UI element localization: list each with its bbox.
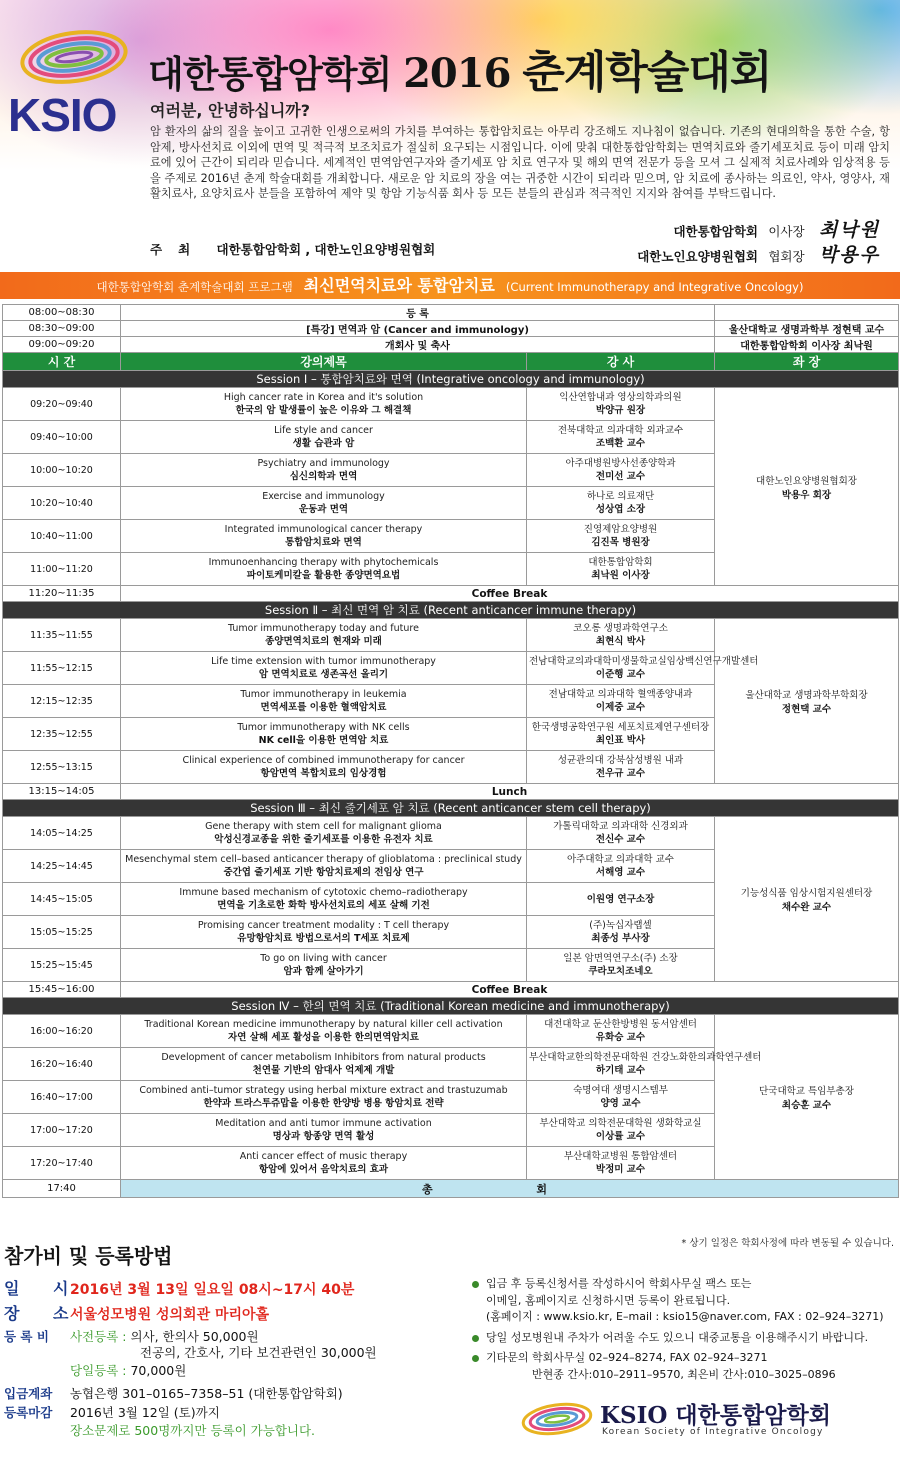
bullet3-line2: 반현종 간사:010–2911–9570, 최은비 간사:010–3025–0896: [532, 1367, 836, 1381]
time-cell: 10:40~11:00: [3, 520, 121, 553]
lecture-title-ko: 종양면역치료의 현재와 미래: [265, 635, 382, 647]
registration-title: 참가비 및 등록방법: [4, 1244, 173, 1268]
speaker-name: 유화승 교수: [595, 1031, 646, 1043]
speaker-name: 최낙원 이사장: [591, 569, 650, 581]
speaker-affiliation: 전남대학교 의과대학 혈액종양내과: [548, 688, 693, 700]
bullet1-line3: (홈페이지 : www.ksio.kr, E–mail : ksio15@naver.com, FAX : 02–924–3271): [486, 1310, 884, 1323]
header-speaker: 강 사: [527, 353, 715, 371]
time-cell: 15:45~16:00: [3, 982, 121, 998]
lecture-title-ko: 파이토케미칼을 활용한 종양면역요법: [246, 569, 401, 581]
break-row: [3, 586, 899, 602]
lecture-title-ko: 자연 살해 세포 활성을 이용한 한의면역암치료: [228, 1031, 419, 1043]
speaker-affiliation: 부산대학교 의학전문대학원 생화학교실: [539, 1117, 702, 1129]
reg-date: [4, 1276, 354, 1299]
pre-row: [3, 337, 899, 353]
chair-org: 기능성식품 임상시험지원센터장: [740, 888, 873, 899]
host-label: 주최: [150, 242, 207, 257]
lecture-title-en: Clinical experience of combined immunotherapy for cancer: [182, 754, 465, 766]
program-banner: [0, 272, 900, 299]
lecture-title-cell: [121, 1081, 527, 1114]
sign2-name: 박용우: [818, 244, 880, 266]
lecture-title-cell: [121, 685, 527, 718]
speaker-name: 이제중 교수: [595, 701, 646, 713]
session-title: Session Ⅳ – 한의 면역 치료 (Traditional Korean medicine and immunotherapy): [3, 998, 899, 1015]
reg-pre-label: 사전등록 :: [69, 1329, 127, 1344]
bullet3-line1: 기타문의 학회사무실 02–924–8274, FAX 02–924–3271: [486, 1351, 768, 1364]
chair-org: 단국대학교 특임부총장: [759, 1086, 854, 1097]
lecture-title-ko: 심신의학과 면역: [289, 470, 358, 482]
bullet1-line1: 입금 후 등록신청서를 작성하시어 학회사무실 팩스 또는: [486, 1277, 752, 1290]
speaker-affiliation: (주)녹십자랩셀: [589, 919, 652, 931]
time-cell: 09:00~09:20: [3, 337, 121, 353]
lecture-title-cell: [121, 817, 527, 850]
speaker-cell: [527, 652, 759, 685]
speaker-name: 최현식 박사: [595, 635, 646, 647]
lecture-title-ko: 악성신경교종을 위한 줄기세포를 이용한 유전자 치료: [214, 833, 433, 845]
lecture-title-ko: 명상과 항종양 면역 활성: [272, 1130, 375, 1142]
greeting: 여러분, 안녕하십니까?: [150, 101, 311, 120]
reg-date-value: 2016년 3월 13일 일요일 08시~17시 40분: [69, 1282, 355, 1298]
lecture-title-en: Life style and cancer: [274, 424, 373, 436]
time-cell: 16:00~16:20: [3, 1015, 121, 1048]
speaker-name: 이준행 교수: [595, 668, 646, 680]
chair-cell: 대한통합암학회 이사장 최낙원: [715, 337, 899, 353]
lecture-title-en: Meditation and anti tumor immune activation: [215, 1117, 432, 1129]
lecture-title-en: High cancer rate in Korea and it's solution: [223, 391, 424, 403]
lecture-title-ko: NK cell을 이용한 면역암 치료: [258, 734, 389, 746]
speaker-cell: [527, 718, 715, 751]
reg-deadline-value: 2016년 3월 12일 (토)까지: [69, 1405, 220, 1420]
closing-row: [3, 1180, 899, 1198]
speaker-cell: [527, 1147, 715, 1180]
chair-name: 채수완 교수: [781, 902, 832, 913]
main-title: [148, 36, 771, 100]
reg-pre-line1: 의사, 한의사 50,000원: [130, 1329, 259, 1344]
header-time: 시 간: [3, 353, 121, 371]
break-label: Coffee Break: [121, 586, 899, 602]
lecture-title-en: Tumor immunotherapy today and future: [228, 622, 419, 634]
pre-content-cell: [특강] 면역과 암 (Cancer and immunology): [121, 321, 715, 337]
schedule-note: * 상기 일정은 학회사정에 따라 변동될 수 있습니다.: [681, 1238, 894, 1249]
speaker-affiliation: 가톨릭대학교 의과대학 신경외과: [553, 820, 688, 832]
session-chair-cell: [715, 1015, 899, 1180]
talk-row: [3, 619, 899, 652]
lecture-title-cell: [121, 1048, 527, 1081]
speaker-affiliation: 대전대학교 둔산한방병원 동서암센터: [544, 1018, 697, 1030]
break-row: [3, 784, 899, 800]
bullet-contact: [472, 1350, 892, 1367]
title-event: 춘계학술대회: [522, 47, 772, 98]
banner-english: (Current Immunotherapy and Integrative Oncology): [505, 280, 804, 294]
lecture-title-cell: [121, 421, 527, 454]
header-chair: 좌 장: [715, 353, 899, 371]
time-cell: 09:20~09:40: [3, 388, 121, 421]
schedule-table: [2, 304, 899, 1198]
speaker-name: 전미선 교수: [595, 470, 646, 482]
speaker-cell: [527, 421, 715, 454]
lecture-title-en: Integrated immunological cancer therapy: [224, 523, 423, 535]
session-header-row: [3, 602, 899, 619]
reg-account: [4, 1384, 343, 1402]
ksio-footer-logo-icon: [518, 1399, 596, 1439]
reg-onsite-value: 70,000원: [130, 1363, 187, 1378]
speaker-affiliation: 부산대학교한의학전문대학원 건강노화한의과학연구센터: [529, 1051, 762, 1063]
lecture-title-en: To go on living with cancer: [260, 952, 387, 964]
speaker-name: 양영 교수: [600, 1097, 641, 1109]
session-chair-cell: [715, 817, 899, 982]
sign1-role: 이사장: [768, 224, 805, 239]
lecture-title-en: Immune based mechanism of cytotoxic chemo–radiotherapy: [179, 886, 468, 898]
lecture-title-cell: [121, 1015, 527, 1048]
time-cell: 14:05~14:25: [3, 817, 121, 850]
info-bullets: [472, 1276, 892, 1383]
pre-content-cell: 개회사 및 축사: [121, 337, 715, 353]
speaker-name: 쿠라모치조네오: [588, 965, 653, 977]
lecture-title-en: Mesenchymal stem cell–based anticancer therapy of glioblatoma : preclinical study: [125, 853, 522, 865]
pre-content-cell: 등 록: [121, 305, 715, 321]
lecture-title-cell: [121, 652, 527, 685]
speaker-affiliation: 전북대학교 의과대학 외과교수: [557, 424, 684, 436]
reg-pre-line2: 전공의, 간호사, 기타 보건관련인 30,000원: [140, 1345, 377, 1360]
time-cell: 11:00~11:20: [3, 553, 121, 586]
reg-place-label: 장 소: [4, 1304, 83, 1323]
lecture-title-ko: 운동과 면역: [298, 503, 349, 515]
time-cell: 10:20~10:40: [3, 487, 121, 520]
time-cell: 12:35~12:55: [3, 718, 121, 751]
table-header-row: [3, 353, 899, 371]
lecture-title-en: Gene therapy with stem cell for malignant glioma: [205, 820, 442, 832]
lecture-title-cell: [121, 751, 527, 784]
lecture-title-ko: 항암에 있어서 음악치료의 효과: [258, 1163, 389, 1175]
session-title: Session Ⅰ – 통합암치료와 면역 (Integrative oncology and immunology): [3, 371, 899, 388]
time-cell: 14:25~14:45: [3, 850, 121, 883]
speaker-cell: [527, 1114, 715, 1147]
session-header-row: [3, 371, 899, 388]
chair-cell: 울산대학교 생명과학부 정현택 교수: [715, 321, 899, 337]
break-row: [3, 982, 899, 998]
speaker-name: 전우규 교수: [595, 767, 646, 779]
lecture-title-ko: 통합암치료와 면역: [285, 536, 362, 548]
chair-cell: [715, 305, 899, 321]
bullet-dot-icon: [472, 1355, 479, 1362]
chair-org: 대한노인요양병원협회장: [756, 475, 857, 487]
time-cell: 12:15~12:35: [3, 685, 121, 718]
time-cell: 11:55~12:15: [3, 652, 121, 685]
speaker-name: 최종성 부사장: [591, 932, 650, 944]
time-cell: 09:40~10:00: [3, 421, 121, 454]
chair-name: 박용우 회장: [781, 489, 832, 501]
speaker-cell: [527, 1015, 715, 1048]
lecture-title-en: Immunoenhancing therapy with phytochemicals: [208, 556, 439, 568]
break-label: Lunch: [121, 784, 899, 800]
chair-org: 울산대학교 생명과학부학회장: [745, 690, 868, 701]
time-cell: 12:55~13:15: [3, 751, 121, 784]
speaker-cell: [527, 883, 715, 916]
chair-name: 최승훈 교수: [781, 1100, 832, 1111]
lecture-title-ko: 한국의 암 발생률이 높은 이유와 그 해결책: [235, 404, 412, 416]
speaker-affiliation: 아주대학교 의과대학 교수: [567, 853, 674, 865]
lecture-title-cell: [121, 520, 527, 553]
ksio-logo-text: KSIO: [8, 89, 117, 141]
speaker-affiliation: 진영제암요양병원: [583, 523, 658, 535]
sign1-org: 대한통합암학회: [673, 224, 758, 239]
lecture-title-ko: 암 면역치료로 생존곡선 올리기: [258, 668, 389, 680]
speaker-name: 전신수 교수: [595, 833, 646, 845]
speaker-cell: [527, 454, 715, 487]
lecture-title-cell: [121, 553, 527, 586]
speaker-affiliation: 하나로 의료재단: [586, 490, 655, 502]
session-header-row: [3, 800, 899, 817]
pre-row: [3, 321, 899, 337]
reg-date-label: 일 시: [4, 1279, 83, 1298]
speaker-name: 조백환 교수: [595, 437, 646, 449]
lecture-title-cell: [121, 487, 527, 520]
speaker-affiliation: 한국생명공학연구원 세포치료제연구센터장: [531, 721, 710, 733]
speaker-cell: [527, 1048, 762, 1081]
speaker-name: 박정미 교수: [595, 1163, 646, 1175]
lecture-title-cell: [121, 1147, 527, 1180]
speaker-cell: [527, 487, 715, 520]
reg-account-value: 농협은행 301–0165–7358–51 (대한통합암학회): [69, 1386, 343, 1401]
break-label: Coffee Break: [121, 982, 899, 998]
footer-org-english: Korean Society of Integrative Oncology: [602, 1427, 824, 1437]
time-cell: 14:45~15:05: [3, 883, 121, 916]
lecture-title-ko: 천연물 기반의 암대사 억제제 개발: [252, 1064, 395, 1076]
speaker-cell: [527, 553, 715, 586]
time-cell: 16:40~17:00: [3, 1081, 121, 1114]
lecture-title-cell: [121, 1114, 527, 1147]
host-line: [150, 240, 435, 258]
lecture-title-cell: [121, 454, 527, 487]
speaker-affiliation: 숙명여대 생명시스템부: [573, 1084, 668, 1096]
lecture-title-en: Promising cancer treatment modality : T cell therapy: [197, 919, 450, 931]
session-title: Session Ⅲ – 최신 줄기세포 암 치료 (Recent anticancer stem cell therapy): [3, 800, 899, 817]
speaker-affiliation: 코오롱 생명과학연구소: [573, 622, 668, 634]
host-value: 대한통합암학회 , 대한노인요양병원협회: [216, 242, 436, 257]
footer-logo: [518, 1395, 898, 1445]
speaker-name: 박양규 원장: [595, 404, 646, 416]
time-cell: 11:20~11:35: [3, 586, 121, 602]
lecture-title-en: Psychiatry and immunology: [257, 457, 390, 469]
reg-place-value: 서울성모병원 성의회관 마리아홀: [69, 1307, 270, 1323]
speaker-affiliation: 성균관의대 강북삼성병원 내과: [557, 754, 684, 766]
header-title: 강의제목: [121, 353, 527, 371]
time-cell: 17:00~17:20: [3, 1114, 121, 1147]
speaker-cell: [527, 520, 715, 553]
sign2-org: 대한노인요양병원협회: [637, 249, 758, 264]
time-cell: 17:20~17:40: [3, 1147, 121, 1180]
time-cell: 17:40: [3, 1180, 121, 1198]
talk-row: [3, 817, 899, 850]
chair-name: 정현택 교수: [781, 704, 832, 715]
speaker-name: 최인표 박사: [595, 734, 646, 746]
lecture-title-en: Combined anti–tumor strategy using herbal mixture extract and trastuzumab: [139, 1084, 508, 1096]
speaker-cell: [527, 817, 715, 850]
time-cell: 08:00~08:30: [3, 305, 121, 321]
reg-account-label: 입금계좌: [4, 1386, 53, 1401]
title-year: 2016: [403, 50, 511, 97]
reg-onsite: [70, 1361, 186, 1379]
header: [0, 0, 900, 268]
bullet-registration: [472, 1276, 892, 1293]
lecture-title-ko: 생활 습관과 암: [292, 437, 355, 449]
speaker-name: 김진목 병원장: [591, 536, 650, 548]
lecture-title-ko: 중간엽 줄기세포 기반 항암치료제의 전임상 연구: [223, 866, 424, 878]
time-cell: 08:30~09:00: [3, 321, 121, 337]
speaker-cell: [527, 751, 715, 784]
lecture-title-en: Anti cancer effect of music therapy: [239, 1150, 408, 1162]
lecture-title-cell: [121, 883, 527, 916]
reg-deadline-label: 등록마감: [4, 1405, 53, 1420]
speaker-name: 성상엽 소장: [595, 503, 646, 515]
bullet-dot-icon: [472, 1335, 479, 1342]
time-cell: 13:15~14:05: [3, 784, 121, 800]
reg-onsite-label: 당일등록 :: [70, 1363, 127, 1378]
bullet2-text: 당일 성모병원내 주차가 어려울 수도 있으니 대중교통을 이용해주시기 바랍니다.: [486, 1330, 869, 1344]
time-cell: 15:25~15:45: [3, 949, 121, 982]
lecture-title-en: Tumor immunotherapy in leukemia: [240, 688, 407, 700]
ksio-logo-icon: [14, 22, 134, 92]
lecture-title-en: Development of cancer metabolism Inhibitors from natural products: [161, 1051, 486, 1063]
reg-fee-label: 등 록 비: [4, 1329, 49, 1344]
lecture-title-ko: 유망항암치료 방법으로서의 T세포 치료제: [237, 932, 410, 944]
speaker-affiliation: 아주대병원방사선종양학과: [565, 457, 676, 469]
lecture-title-cell: [121, 388, 527, 421]
intro-paragraph: 암 환자의 삶의 질을 높이고 고귀한 인생으로써의 가치를 부여하는 통합암치료는 아무리 강조해도 지나침이 없습니다. 기존의 현대의학을 통한 수술, 항암제, 방사선치료 이외에 면역 및 적극적 보조치료가 절실히 요구되는 시점입니다. 이에 맞춰 대한통합암학회는 면역치료와 줄기세포치료 등이 미래 암치료에 있어 근간이 되리라 믿습니다. 세계적인 면역암연구자와 줄기세포 암 치료 연구자 및 해외 면역 전문가 등을 모셔 그 실제적 치료사례와 임상적용 등을 주제로 2016년 춘계 학술대회를 개최합니다. 새로운 암 치료의 장을 여는 귀중한 시간이 되리라 믿으며, 암 치료에 종사하는 의료인, 약사, 영양사, 재활치료사, 요양치료사 분들을 포함하여 제약 및 항암 기능식품 회사 등 모든 분들의 관심과 적극적인 지지와 참여를 부탁드립니다.: [150, 125, 890, 201]
banner-title: 최신면역치료와 통합암치료: [303, 276, 495, 295]
lecture-title-en: Exercise and immunology: [262, 490, 385, 502]
sign1-name: 최낙원: [818, 219, 880, 241]
time-cell: 10:00~10:20: [3, 454, 121, 487]
speaker-cell: [527, 916, 715, 949]
speaker-cell: [527, 388, 715, 421]
speaker-affiliation: 부산대학교병원 통합암센터: [563, 1150, 678, 1162]
footer-org-name: KSIO 대한통합암학회: [600, 1402, 831, 1429]
lecture-title-en: Life time extension with tumor immunotherapy: [211, 655, 436, 667]
closing-label: 총 회: [121, 1180, 899, 1198]
speaker-affiliation: 익산연합내과 영상의학과의원: [559, 391, 682, 403]
time-cell: 11:35~11:55: [3, 619, 121, 652]
speaker-cell: [527, 685, 715, 718]
pre-row: [3, 305, 899, 321]
speaker-affiliation: 전남대학교의과대학미생물학교실임상백신연구개발센터: [529, 655, 759, 667]
signature-chairman: [673, 215, 880, 242]
banner-prefix: 대한통합암학회 춘계학술대회 프로그램: [96, 280, 293, 294]
session-header-row: [3, 998, 899, 1015]
speaker-affiliation: 대한통합암학회: [588, 556, 653, 568]
speaker-affiliation: 일본 암면역연구소(주) 소장: [563, 952, 678, 964]
speaker-name: 하기태 교수: [595, 1064, 646, 1076]
talk-row: [3, 1015, 899, 1048]
lecture-title-en: Traditional Korean medicine immunotherapy by natural killer cell activation: [144, 1018, 503, 1030]
lecture-title-ko: 한약과 트라스투쥬맙을 이용한 한양방 병용 항암치료 전략: [203, 1097, 444, 1109]
speaker-name: 서해영 교수: [595, 866, 646, 878]
speaker-cell: [527, 1081, 715, 1114]
lecture-title-ko: 면역을 기초로한 화학 방사선치료의 세포 살해 기전: [217, 899, 430, 911]
session-title: Session Ⅱ – 최신 면역 암 치료 (Recent anticancer immune therapy): [3, 602, 899, 619]
speaker-cell: [527, 619, 715, 652]
lecture-title-ko: 암과 함께 살아가기: [283, 965, 364, 977]
lecture-title-cell: [121, 619, 527, 652]
reg-capacity-note: 장소문제로 500명까지만 등록이 가능합니다.: [70, 1423, 316, 1438]
title-org: 대한통합암학회: [148, 53, 392, 96]
talk-row: [3, 388, 899, 421]
speaker-name: 이상률 교수: [595, 1130, 646, 1142]
bullet-parking: [472, 1330, 892, 1347]
bullet-dot-icon: [472, 1281, 479, 1288]
lecture-title-ko: 항암면역 복합치료의 임상경험: [260, 767, 387, 779]
lecture-title-cell: [121, 850, 527, 883]
time-cell: 15:05~15:25: [3, 916, 121, 949]
lecture-title-cell: [121, 718, 527, 751]
session-chair-cell: [715, 388, 899, 586]
lecture-title-en: Tumor immunotherapy with NK cells: [237, 721, 410, 733]
sign2-role: 협회장: [768, 249, 805, 264]
session-chair-cell: [715, 619, 899, 784]
speaker-cell: [527, 850, 715, 883]
speaker-name: 이원영 연구소장: [586, 893, 655, 905]
signature-president: [637, 240, 880, 267]
lecture-title-ko: 면역세포를 이용한 혈액암치료: [260, 701, 387, 713]
lecture-title-cell: [121, 949, 527, 982]
time-cell: 16:20~16:40: [3, 1048, 121, 1081]
speaker-cell: [527, 949, 715, 982]
bullet1-line2: 이메일, 홈페이지로 신청하시면 등록이 완료됩니다.: [486, 1293, 731, 1307]
lecture-title-cell: [121, 916, 527, 949]
reg-place: [4, 1301, 269, 1324]
reg-deadline: [4, 1403, 220, 1421]
